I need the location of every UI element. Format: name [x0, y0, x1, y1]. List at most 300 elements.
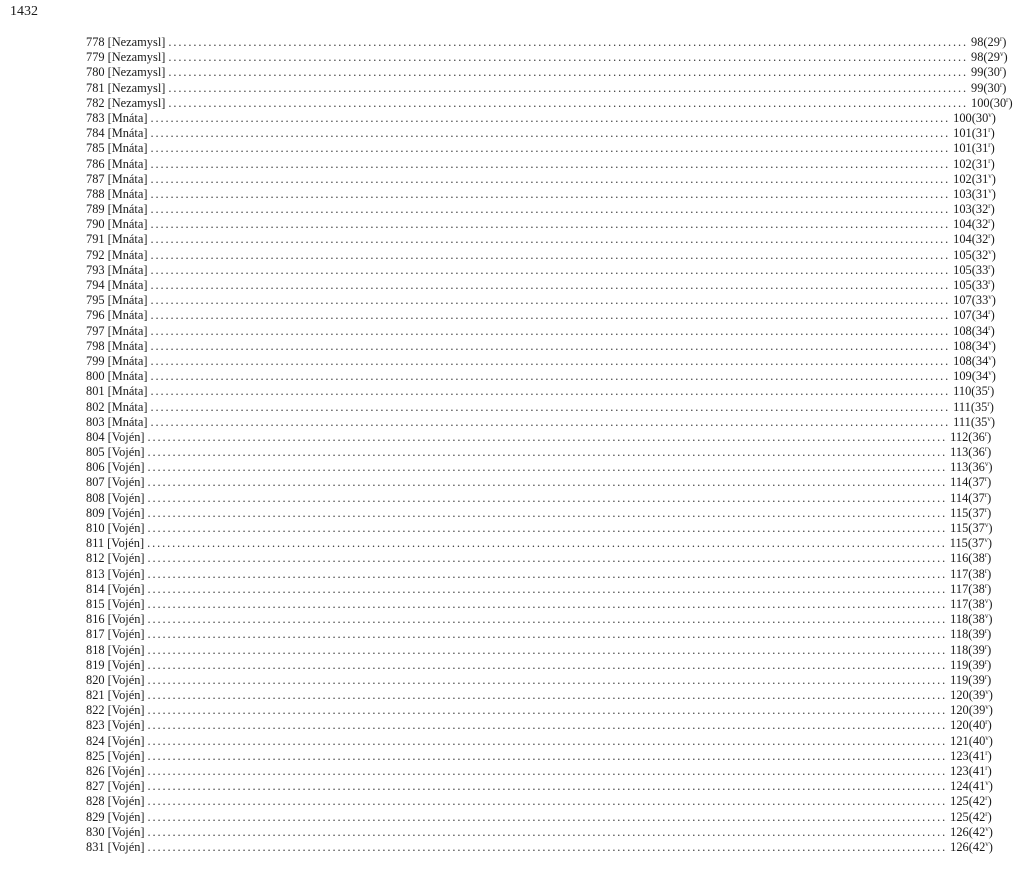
folio-number: 42 — [972, 794, 986, 809]
folio-side: r — [984, 581, 988, 590]
entry-page: 113 — [950, 445, 969, 460]
entry-page: 104 — [953, 232, 972, 247]
index-entry — [86, 642, 992, 658]
folio-side: r — [985, 748, 988, 757]
index-entry — [86, 520, 993, 536]
folio-side: v — [984, 596, 989, 605]
entry-number: 788 — [86, 186, 105, 201]
folio-number: 39 — [972, 627, 985, 642]
entry-number: 780 — [86, 65, 105, 80]
entry-page: 126 — [950, 824, 969, 839]
folio-number: 38 — [972, 612, 985, 627]
entry-page: 100 — [971, 95, 990, 110]
dot-leader: ................................................................................................................................................................ — [147, 536, 947, 551]
folio-side: v — [988, 353, 992, 362]
entry-name: [Nezamysl] — [107, 80, 166, 95]
entry-number: 791 — [86, 232, 105, 247]
entry-folio: (31$^v$) — [971, 171, 996, 186]
index-entry — [86, 95, 1013, 111]
index-entry — [86, 839, 993, 855]
index-entry — [86, 141, 995, 156]
entry-folio: (38$^r$) — [968, 581, 992, 596]
dot-leader: ................................................................................................................................................................ — [147, 521, 948, 535]
entry-folio: (34$^v$) — [971, 353, 996, 368]
entry-number: 781 — [86, 80, 105, 95]
entry-number: 808 — [86, 490, 105, 505]
index-entry — [86, 277, 995, 293]
entry-number: 784 — [86, 126, 105, 141]
folio-number: 38 — [972, 551, 985, 566]
dot-leader: ................................................................................................................................................................ — [147, 824, 948, 839]
entry-folio: (39$^r$) — [968, 657, 992, 672]
folio-number: 36 — [972, 429, 985, 444]
dot-leader: ................................................................................................................................................................ — [147, 445, 948, 460]
index-entry — [86, 824, 993, 840]
entry-name: [Vojén] — [107, 445, 145, 460]
entry-folio: (30$^r$) — [989, 95, 1013, 110]
entry-name: [Mnáta] — [107, 156, 148, 171]
folio-side: r — [999, 65, 1003, 74]
entry-name: [Nezamysl] — [107, 35, 166, 49]
entry-number: 789 — [86, 202, 105, 217]
index-entry — [86, 110, 996, 126]
index-entry — [86, 551, 992, 566]
dot-leader: ................................................................................................................................................................ — [150, 384, 951, 399]
entry-name: [Vojén] — [107, 581, 145, 596]
entry-number: 811 — [86, 536, 105, 551]
entry-number: 829 — [86, 809, 105, 824]
entry-folio: (39$^r$) — [968, 627, 992, 642]
entry-page: 125 — [950, 809, 969, 824]
dot-leader: ................................................................................................................................................................ — [147, 733, 948, 748]
dot-leader: ................................................................................................................................................................ — [147, 627, 948, 642]
dot-leader: ................................................................................................................................................................ — [150, 110, 951, 125]
entry-name: [Mnáta] — [107, 338, 148, 353]
dot-leader: ................................................................................................................................................................ — [150, 262, 951, 277]
folio-number: 35 — [975, 384, 988, 399]
folio-side: v — [985, 839, 989, 848]
index-entry — [86, 794, 992, 809]
entry-page: 118 — [950, 642, 969, 657]
folio-side: v — [985, 779, 989, 788]
entry-name: [Mnáta] — [107, 384, 148, 399]
index-entry — [86, 672, 992, 688]
entry-page: 102 — [953, 171, 972, 186]
dot-leader: ................................................................................................................................................................ — [150, 293, 951, 308]
dot-leader: ................................................................................................................................................................ — [150, 186, 951, 201]
folio-side: r — [985, 763, 988, 772]
page-number: 1432 — [10, 4, 38, 19]
dot-leader: ................................................................................................................................................................ — [147, 612, 948, 627]
entry-name: [Mnáta] — [107, 171, 148, 186]
entry-number: 805 — [86, 445, 105, 460]
entry-name: [Vojén] — [107, 748, 145, 763]
folio-number: 42 — [972, 824, 986, 839]
entry-folio: (32$^v$) — [971, 247, 996, 262]
entry-name: [Mnáta] — [107, 414, 148, 429]
entry-number: 828 — [86, 794, 105, 809]
entry-number: 796 — [86, 308, 105, 323]
folio-number: 33 — [975, 293, 989, 308]
index-entry — [86, 490, 992, 506]
entry-name: [Vojén] — [107, 627, 145, 642]
entry-name: [Vojén] — [107, 824, 145, 839]
dot-leader: ................................................................................................................................................................ — [147, 688, 948, 703]
entry-number: 785 — [86, 141, 105, 156]
index-entry — [86, 687, 993, 703]
entry-number: 779 — [86, 50, 105, 65]
entry-folio: (29$^r$) — [983, 34, 1007, 49]
entry-folio: (41$^r$) — [968, 763, 992, 778]
dot-leader: ................................................................................................................................................................ — [150, 156, 951, 171]
entry-name: [Mnáta] — [107, 186, 148, 201]
entry-name: [Vojén] — [107, 657, 145, 672]
entry-number: 797 — [86, 323, 105, 338]
folio-number: 36 — [972, 460, 985, 475]
folio-number: 33 — [975, 278, 989, 292]
folio-side: r — [987, 399, 990, 408]
entry-name: [Nezamysl] — [107, 50, 166, 65]
index-entry — [86, 293, 996, 308]
folio-side: v — [985, 687, 989, 696]
entry-page: 117 — [950, 581, 969, 596]
entry-name: [Vojén] — [107, 672, 145, 687]
index-entry — [86, 505, 992, 521]
index-entry — [86, 262, 995, 278]
entry-name: [Mnáta] — [107, 126, 148, 141]
folio-number: 31 — [975, 141, 989, 156]
folio-number: 38 — [972, 566, 985, 581]
dot-leader: ................................................................................................................................................................ — [168, 50, 969, 65]
index-entry — [86, 612, 993, 627]
folio-side: r — [1006, 95, 1009, 104]
entry-folio: (29$^v$) — [983, 50, 1008, 65]
index-entry — [86, 186, 996, 202]
folio-side: r — [984, 551, 988, 560]
folio-number: 30 — [987, 65, 1000, 80]
entry-page: 124 — [950, 779, 969, 794]
dot-leader: ................................................................................................................................................................ — [150, 338, 951, 353]
folio-number: 29 — [987, 35, 1000, 49]
entry-number: 786 — [86, 156, 105, 171]
entry-number: 783 — [86, 110, 105, 125]
entry-name: [Vojén] — [107, 794, 145, 809]
folio-side: r — [988, 201, 991, 210]
folio-number: 31 — [975, 156, 989, 171]
entry-name: [Vojén] — [107, 809, 145, 824]
folio-side: r — [985, 794, 988, 803]
folio-number: 38 — [972, 581, 985, 596]
entry-name: [Vojén] — [107, 596, 145, 611]
entry-folio: (37$^r$) — [968, 490, 992, 505]
index-entry — [86, 748, 992, 764]
entry-folio: (34$^v$) — [971, 338, 996, 353]
entry-number: 799 — [86, 353, 105, 368]
dot-leader: ................................................................................................................................................................ — [147, 718, 948, 733]
entry-name: [Mnáta] — [107, 323, 148, 338]
entry-folio: (36$^r$) — [968, 429, 992, 444]
entry-number: 816 — [86, 612, 105, 627]
entry-page: 100 — [953, 110, 972, 125]
entry-page: 111 — [953, 399, 971, 414]
folio-side: r — [984, 429, 988, 438]
entry-number: 822 — [86, 703, 105, 718]
entry-number: 826 — [86, 764, 105, 778]
dot-leader: ................................................................................................................................................................ — [147, 779, 948, 794]
entry-number: 806 — [86, 460, 105, 475]
entry-folio: (31$^v$) — [971, 186, 996, 201]
index-entry — [86, 536, 993, 551]
entry-page: 116 — [950, 551, 969, 566]
entry-page: 108 — [953, 353, 972, 368]
entry-number: 810 — [86, 521, 105, 535]
folio-number: 32 — [975, 232, 989, 247]
index-entry — [86, 369, 996, 384]
folio-side: v — [988, 171, 992, 180]
entry-folio: (35$^r$) — [971, 384, 995, 399]
entry-folio: (40$^r$) — [968, 718, 992, 733]
folio-side: r — [999, 34, 1003, 43]
entry-page: 108 — [953, 323, 972, 338]
entry-folio: (42$^v$) — [968, 839, 993, 854]
entry-number: 803 — [86, 414, 105, 429]
entry-number: 818 — [86, 642, 105, 657]
entry-name: [Vojén] — [107, 551, 145, 566]
entry-number: 827 — [86, 779, 105, 794]
folio-number: 39 — [972, 642, 985, 657]
index-entry — [86, 201, 995, 217]
entry-name: [Vojén] — [107, 475, 145, 490]
folio-side: r — [988, 217, 991, 226]
folio-side: r — [984, 657, 988, 666]
folio-side: r — [985, 809, 988, 818]
dot-leader: ................................................................................................................................................................ — [150, 308, 951, 323]
folio-side: v — [985, 733, 989, 742]
entry-name: [Vojén] — [107, 688, 145, 703]
entry-name: [Mnáta] — [107, 217, 148, 232]
folio-side: r — [988, 262, 991, 271]
entry-folio: (33$^r$) — [971, 262, 995, 277]
entry-page: 103 — [953, 202, 972, 217]
folio-number: 34 — [975, 323, 989, 338]
index-entry — [86, 596, 993, 612]
entry-page: 123 — [950, 764, 969, 778]
entry-page: 119 — [950, 672, 969, 687]
entry-number: 792 — [86, 247, 105, 262]
entry-page: 119 — [950, 657, 969, 672]
folio-side: v — [999, 50, 1004, 59]
index-entry — [86, 460, 993, 475]
entry-number: 798 — [86, 338, 105, 353]
dot-leader: ................................................................................................................................................................ — [147, 657, 948, 672]
entry-page: 107 — [953, 308, 972, 323]
folio-side: r — [984, 444, 988, 453]
dot-leader: ................................................................................................................................................................ — [147, 475, 948, 490]
folio-number: 42 — [972, 839, 986, 854]
dot-leader: ................................................................................................................................................................ — [150, 399, 951, 414]
folio-side: r — [984, 642, 988, 651]
entry-page: 120 — [950, 703, 969, 718]
index-entry — [86, 65, 1007, 80]
index-entry — [86, 718, 992, 733]
entry-folio: (31$^r$) — [971, 126, 995, 141]
folio-number: 31 — [975, 186, 989, 201]
folio-number: 40 — [972, 733, 986, 748]
index-entry — [86, 733, 993, 749]
entry-name: [Mnáta] — [107, 369, 148, 384]
entry-name: [Nezamysl] — [107, 65, 166, 80]
folio-number: 37 — [972, 475, 985, 490]
entry-name: [Vojén] — [107, 733, 145, 748]
index-entry — [86, 323, 995, 339]
entry-name: [Mnáta] — [107, 278, 148, 292]
entry-number: 793 — [86, 262, 105, 277]
folio-number: 37 — [972, 490, 985, 505]
entry-folio: (38$^r$) — [968, 551, 992, 566]
dot-leader: ................................................................................................................................................................ — [168, 95, 969, 110]
folio-number: 35 — [974, 414, 988, 429]
entry-number: 831 — [86, 839, 105, 854]
entry-page: 105 — [953, 247, 972, 262]
entry-number: 790 — [86, 217, 105, 232]
folio-side: r — [988, 323, 991, 332]
index-entry — [86, 703, 993, 718]
entry-folio: (37$^v$) — [967, 536, 993, 551]
entry-name: [Mnáta] — [107, 353, 148, 368]
dot-leader: ................................................................................................................................................................ — [147, 839, 948, 854]
entry-number: 813 — [86, 566, 105, 581]
dot-leader: ................................................................................................................................................................ — [168, 65, 969, 80]
folio-side: r — [988, 156, 991, 165]
entry-number: 807 — [86, 475, 105, 490]
entry-number: 815 — [86, 596, 105, 611]
folio-number: 34 — [975, 353, 989, 368]
dot-leader: ................................................................................................................................................................ — [147, 429, 948, 444]
entry-page: 113 — [950, 460, 969, 475]
entry-name: [Vojén] — [107, 718, 145, 733]
entry-page: 101 — [953, 141, 972, 156]
entry-folio: (39$^v$) — [968, 687, 993, 703]
folio-side: v — [988, 186, 992, 195]
entry-folio: (34$^r$) — [971, 308, 995, 323]
entry-name: [Mnáta] — [107, 110, 148, 125]
index-entry — [86, 414, 995, 430]
folio-side: v — [988, 247, 992, 256]
dot-leader: ................................................................................................................................................................ — [150, 202, 951, 217]
entry-folio: (39$^r$) — [968, 672, 992, 687]
entry-page: 107 — [953, 293, 972, 308]
entry-number: 787 — [86, 171, 105, 186]
dot-leader: ................................................................................................................................................................ — [147, 703, 948, 718]
folio-number: 34 — [975, 369, 989, 384]
entry-name: [Vojén] — [107, 612, 145, 627]
entry-folio: (42$^r$) — [968, 809, 992, 824]
entry-number: 819 — [86, 657, 105, 672]
folio-side: v — [985, 824, 989, 833]
index-entry — [86, 763, 992, 779]
folio-side: v — [985, 703, 989, 712]
index-entry — [86, 156, 995, 172]
entry-name: [Vojén] — [107, 490, 145, 505]
folio-number: 30 — [987, 80, 1000, 95]
entry-name: [Mnáta] — [107, 293, 148, 308]
folio-side: v — [984, 612, 989, 620]
folio-side: r — [984, 475, 988, 484]
entry-folio: (30$^v$) — [971, 110, 996, 125]
entry-folio: (38$^r$) — [968, 566, 992, 581]
entry-page: 126 — [950, 839, 969, 854]
entry-page: 104 — [953, 217, 972, 232]
folio-side: r — [984, 627, 988, 636]
dot-leader: ................................................................................................................................................................ — [147, 551, 948, 566]
entry-page: 98 — [971, 35, 984, 49]
entry-folio: (37$^r$) — [968, 505, 992, 520]
folio-number: 39 — [972, 657, 985, 672]
dot-leader: ................................................................................................................................................................ — [150, 323, 951, 338]
entry-number: 804 — [86, 429, 105, 444]
dot-leader: ................................................................................................................................................................ — [150, 353, 951, 368]
folio-side: r — [999, 80, 1003, 89]
entry-number: 830 — [86, 824, 105, 839]
entry-name: [Vojén] — [107, 839, 145, 854]
entry-folio: (39$^r$) — [968, 642, 992, 657]
index-entry — [86, 308, 995, 323]
index-entry — [86, 80, 1007, 96]
folio-number: 37 — [972, 521, 985, 535]
entry-page: 120 — [950, 688, 969, 703]
dot-leader: ................................................................................................................................................................ — [150, 247, 951, 262]
dot-leader: ................................................................................................................................................................ — [147, 642, 948, 657]
index-entry — [86, 353, 996, 369]
entry-name: [Vojén] — [107, 536, 145, 551]
folio-number: 31 — [975, 171, 989, 186]
folio-number: 34 — [975, 308, 989, 323]
folio-side: r — [984, 566, 988, 575]
index-entry — [86, 444, 992, 460]
entry-folio: (32$^r$) — [971, 201, 995, 217]
entry-page: 112 — [950, 429, 969, 444]
index-entry — [86, 581, 992, 597]
index-entry — [86, 232, 995, 247]
entry-number: 794 — [86, 278, 105, 292]
index-entry — [86, 399, 994, 415]
folio-side: v — [984, 536, 988, 545]
entry-page: 115 — [950, 505, 969, 520]
folio-number: 36 — [972, 445, 985, 460]
folio-number: 42 — [972, 809, 986, 824]
entry-folio: (32$^r$) — [971, 217, 995, 232]
folio-side: r — [985, 718, 988, 727]
index-entry — [86, 627, 992, 642]
entry-name: [Nezamysl] — [107, 95, 166, 110]
folio-side: r — [984, 490, 988, 499]
entry-name: [Mnáta] — [107, 247, 148, 262]
dot-leader: ................................................................................................................................................................ — [147, 672, 948, 687]
entry-page: 114 — [950, 490, 969, 505]
folio-number: 41 — [972, 764, 986, 778]
entry-page: 103 — [953, 186, 972, 201]
folio-side: v — [984, 520, 989, 529]
folio-side: r — [984, 672, 988, 681]
index-entry — [86, 809, 992, 825]
folio-number: 39 — [972, 672, 985, 687]
entry-name: [Mnáta] — [107, 232, 148, 247]
entry-name: [Mnáta] — [107, 262, 148, 277]
entry-page: 105 — [953, 278, 972, 292]
entry-folio: (35$^r$) — [970, 399, 994, 414]
dot-leader: ................................................................................................................................................................ — [150, 217, 951, 232]
entry-number: 782 — [86, 95, 105, 110]
